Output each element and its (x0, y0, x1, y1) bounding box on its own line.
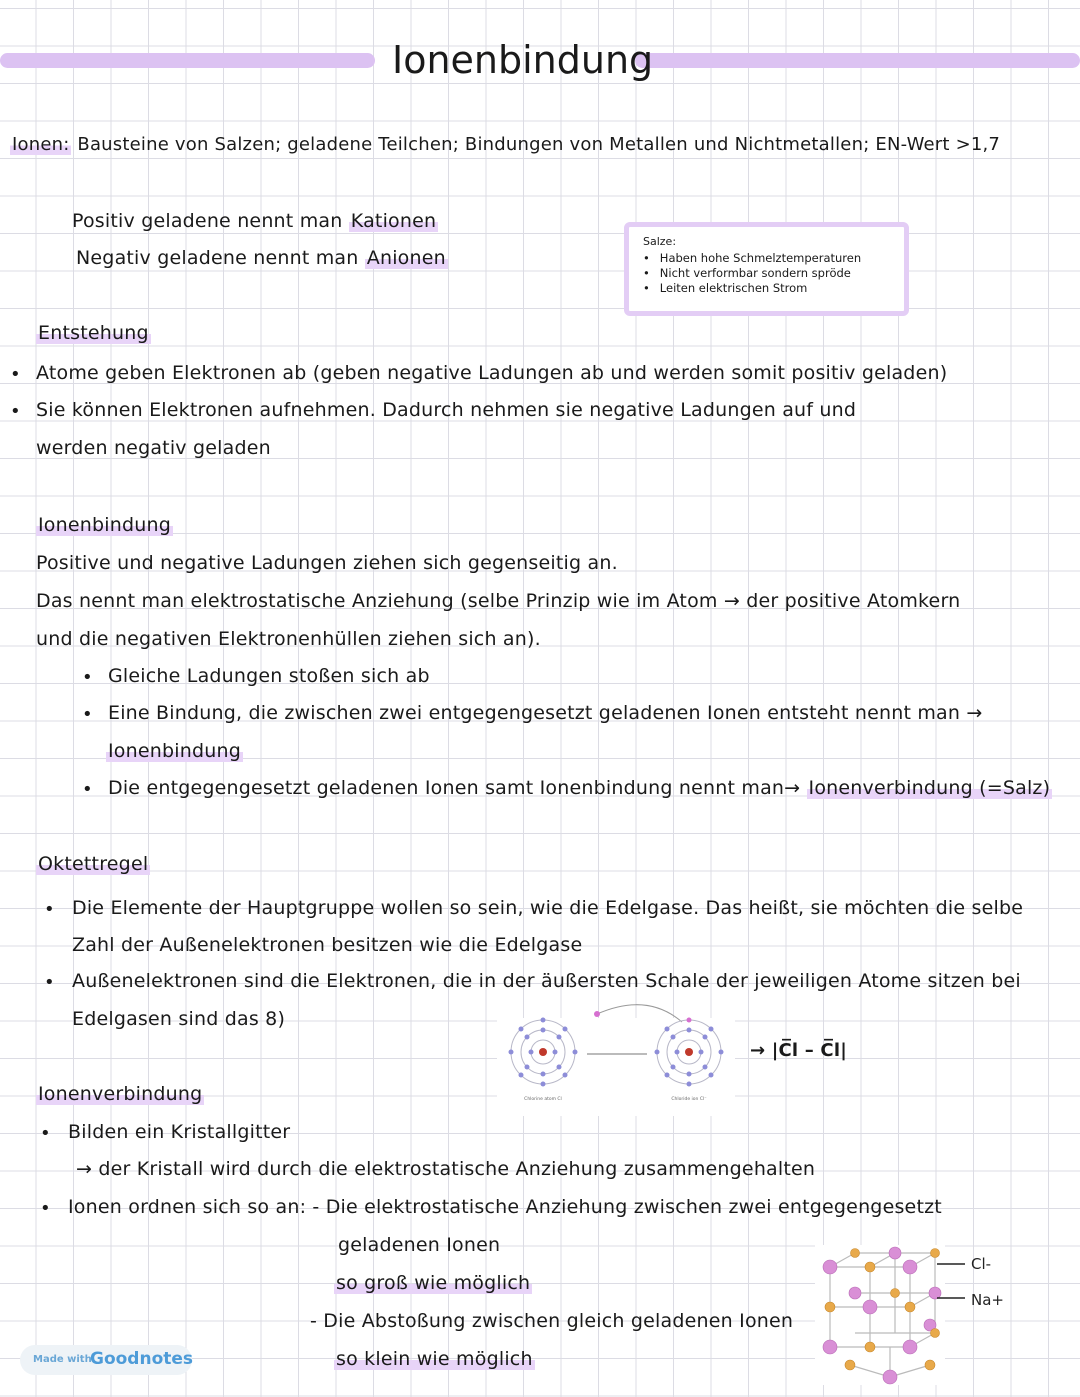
ionenverbindung-b1: Bilden ein Kristallgitter (68, 1121, 291, 1143)
bullet-dot: • (44, 899, 55, 920)
ionenbindung-b3: Die entgegengesetzt geladenen Ionen samt Ionenbindung nennt man→ Ionenverbindung (=Salz) (108, 777, 1051, 799)
intro-label: Ionen: (12, 134, 70, 155)
bullet-dot: • (82, 704, 93, 725)
page-title: Ionenbindung (392, 38, 654, 82)
cation-line (72, 210, 438, 232)
goodnotes-watermark (20, 1345, 192, 1375)
entstehung-b2-l2: werden negativ geladen (36, 437, 271, 459)
oktett-b2-l2: Edelgasen sind das 8) (72, 1008, 286, 1030)
salze-title: Salze: (643, 235, 677, 248)
oktett-b1-l2: Zahl der Außenelektronen besitzen wie die Edelgase (72, 934, 583, 956)
crystal-lattice (815, 1245, 1035, 1385)
ionenverbindung-heading: Ionenverbindung (38, 1083, 203, 1105)
bullet-dot: • (10, 364, 21, 385)
ionenbindung-b2-term: Ionenbindung (108, 740, 241, 762)
ionenverbindung-b1-sub: → der Kristall wird durch die elektrostatische Anziehung zusammengehalten (76, 1158, 816, 1180)
entstehung-heading: Entstehung (38, 322, 149, 344)
ionenverbindung-b2-l3: so groß wie möglich (336, 1272, 531, 1294)
cation-term: Kationen (350, 210, 437, 232)
entstehung-b1: Atome geben Elektronen ab (geben negative Ladungen ab und werden somit positiv geladen) (36, 362, 948, 384)
label-cl: Cl- (971, 1255, 992, 1273)
oktett-b1-l1: Die Elemente der Hauptgruppe wollen so sein, wie die Edelgase. Das heißt, sie möchten die selbe (72, 897, 1024, 919)
ionenverbindung-b2-l4: - Die Abstoßung zwischen gleich geladenen Ionen (310, 1310, 794, 1332)
lewis-formula: → |C̅l – C̅l| (750, 1040, 847, 1061)
salze-box (624, 222, 909, 316)
intro-text: Bausteine von Salzen; geladene Teilchen; Bindungen von Metallen und Nichtmetallen; EN-Wert >1,7 (77, 134, 1001, 155)
bullet-dot: • (40, 1123, 51, 1144)
anion-term: Anionen (366, 247, 446, 269)
left-caption: Chlorine atom Cl (524, 1097, 562, 1102)
ionenbindung-heading: Ionenbindung (38, 514, 171, 536)
title-bar-right (635, 53, 1080, 68)
ionenbindung-l1: Positive und negative Ladungen ziehen sich gegenseitig an. (36, 552, 618, 574)
ionenbindung-l3: und die negativen Elektronenhüllen ziehen sich an). (36, 628, 541, 650)
cation-prefix: Positiv geladene nennt man (72, 210, 343, 232)
bullet-dot: • (82, 779, 93, 800)
salze-item: • Leiten elektrischen Strom (643, 281, 861, 296)
oktett-b2-l1: Außenelektronen sind die Elektronen, die in der äußersten Schale der jeweiligen Atome sitzen bei (72, 970, 1021, 992)
bullet-dot: • (82, 667, 93, 688)
watermark-small: Made with (33, 1354, 92, 1365)
ionenverbindung-b2: Ionen ordnen sich so an: - Die elektrostatische Anziehung zwischen zwei entgegengesetzt (68, 1196, 942, 1218)
anion-prefix: Negativ geladene nennt man (76, 247, 359, 269)
bullet-dot: • (10, 401, 21, 422)
anion-line (76, 247, 448, 269)
bullet-dot: • (44, 972, 55, 993)
salze-item: • Nicht verformbar sondern spröde (643, 266, 861, 281)
salze-item: • Haben hohe Schmelztemperaturen (643, 251, 861, 266)
oktett-heading: Oktettregel (38, 853, 149, 875)
ionenbindung-b1: Gleiche Ladungen stoßen sich ab (108, 665, 430, 687)
ionenverbindung-b2-l5: so klein wie möglich (336, 1348, 533, 1370)
ionenbindung-b2-l1: Eine Bindung, die zwischen zwei entgegengesetzt geladenen Ionen entsteht nennt man → (108, 702, 983, 724)
title-bar-left (0, 53, 375, 68)
intro-line (10, 134, 1000, 155)
right-caption: Chloride ion Cl⁻ (671, 1097, 707, 1102)
bullet-dot: • (40, 1198, 51, 1219)
watermark-brand: Goodnotes (90, 1349, 194, 1369)
salze-list (643, 251, 861, 296)
label-na: Na+ (971, 1291, 1004, 1309)
ionenbindung-l2: Das nennt man elektrostatische Anziehung (selbe Prinzip wie im Atom → der positive Atomkern (36, 590, 961, 612)
ionenverbindung-b2-l2: geladenen Ionen (338, 1234, 501, 1256)
entstehung-b2-l1: Sie können Elektronen aufnehmen. Dadurch nehmen sie negative Ladungen auf und (36, 399, 857, 421)
atom-diagram (497, 1000, 735, 1116)
